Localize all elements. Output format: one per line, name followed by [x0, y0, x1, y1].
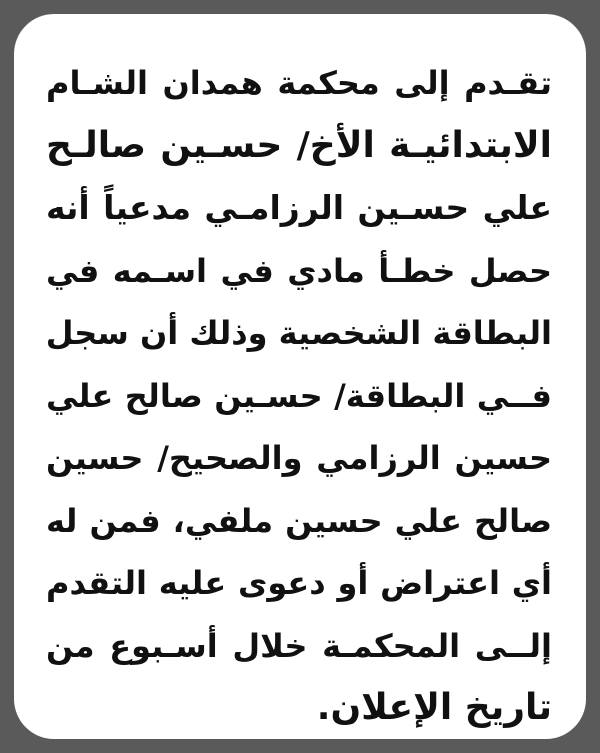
- notice-line: فــي البطاقة/ حسـين صالح علي: [46, 376, 552, 415]
- notice-card: [14, 14, 586, 739]
- notice-line: صالح علي حسين ملفي، فمن له: [46, 501, 552, 540]
- notice-line: الابتدائيـة الأخ/ حسـين صالـح: [46, 124, 552, 166]
- notice-line: أي اعتراض أو دعوى عليه التقدم: [46, 564, 552, 602]
- notice-line: إلــى المحكمـة خلال أسـبوع من: [46, 626, 552, 665]
- notice-line: البطاقة الشخصية وذلك أن سجل: [45, 314, 552, 352]
- notice-line: حصل خطـأ مادي في اسـمه في: [46, 251, 552, 290]
- notice-line: علي حسـين الرزامـي مدعياً أنه: [46, 188, 552, 227]
- notice-line: تاريخ الإعلان.: [316, 687, 552, 728]
- notice-line: تقـدم إلى محكمة همدان الشـام: [46, 64, 552, 102]
- notice-line: حسين الرزامي والصحيح/ حسين: [46, 439, 552, 477]
